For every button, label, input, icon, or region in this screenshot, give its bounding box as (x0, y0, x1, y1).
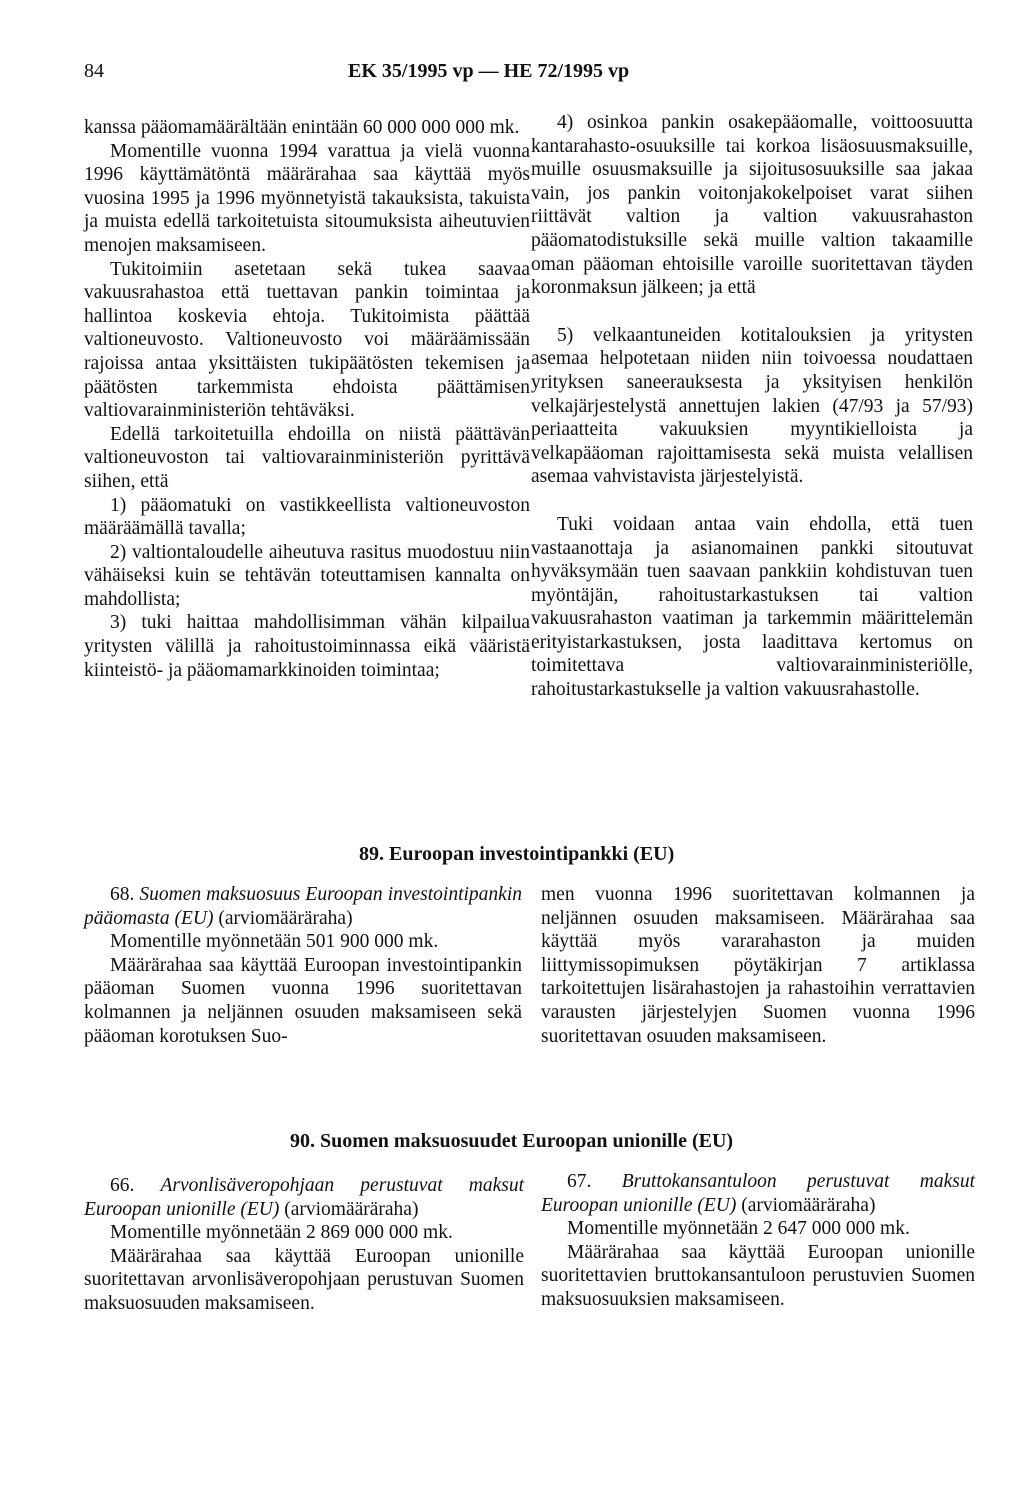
amount-line: Momentille myönnetään 2 647 000 000 mk. (567, 1218, 910, 1240)
section89-right-column (541, 883, 975, 1048)
paragraph: men vuonna 1996 suoritettavan kolmannen ja neljännen osuuden maksamiseen. Määrärahaa saa käyttää myös vararahaston ja muiden liittymissopimuksen pöytäkirjan 7 artiklassa tarkoitettujen lisärahastojen ja rahastoihin verrattavien varausten järjestelyjen Suomen vuonna 1996 suoritettavan osuuden maksamiseen. (541, 884, 975, 1047)
item-type: (arviomääräraha) (284, 1198, 419, 1220)
list-item: 2) valtiontaloudelle aiheutuva rasitus muodostuu niin vähäiseksi kuin se tehtävän toteuttamisen kannalta on mahdollista; (84, 541, 530, 610)
paragraph: Tuki voidaan antaa vain ehdolla, että tuen vastaanottaja ja asianomainen pankki sitoutuvat hyväksymään tuen saavaan pankkiin kohdistuvan tuen myöntäjän, rahoitustarkastuksen tai valtion vakuusrahaston vaatiman ja tarkemmin määrittelemän erityistarkastuksen, josta laadittava kertomus on toimitettava valtiovarainministeriölle, rahoitustarkastukselle ja valtion vakuusrahastolle. (531, 513, 973, 701)
section-heading-90: 90. Suomen maksuosuudet Euroopan unionille (EU) (290, 1130, 734, 1152)
list-item: 4) osinkoa pankin osakepääomalle, voittoosuutta kantarahasto-osuuksille tai korkoa lisäosuusmaksuille, muille osuusmaksuille ja sijoitusosuuksille saa jakaa vain, jos pankin voitonjakokelpoiset varat siihen riittävät valtion ja valtion vakuusrahaston pääomatodistuksille sekä muille valtion takaamille oman pääoman ehtoisille varoille suoritettavan täyden koronmaksun jälkeen; ja että (531, 112, 973, 299)
list-item: 5) velkaantuneiden kotitalouksien ja yritysten asemaa helpotetaan niiden niin toivoessa noudattaen yrityksen saneerauksesta ja yksityisen henkilön velkajärjestelystä annettujen lakien (47/93 ja 57/93) periaatteita vakuuksien myyntikielloista ja velkapääoman rajoittamisesta sekä muista velallisen asemaa vahvistavista järjestelyistä. (531, 324, 973, 488)
item-heading (84, 883, 522, 930)
amount-line: Momentille myönnetään 2 869 000 000 mk. (110, 1222, 453, 1244)
item-title: Arvonlisäveropohjaan perustuvat maksut Euroopan unionille (EU) (84, 1175, 524, 1220)
top-right-column (531, 111, 973, 702)
page-number: 84 (84, 60, 104, 82)
section-heading-89: 89. Euroopan investointipankki (EU) (359, 843, 675, 865)
paragraph: Edellä tarkoitetuilla ehdoilla on niistä päättävän valtioneuvoston tai valtiovarainministeriön pyrittävä siihen, että (84, 423, 530, 492)
list-item: 1) pääomatuki on vastikkeellista valtioneuvoston määräämällä tavalla; (84, 494, 530, 540)
section89-left-column (84, 883, 522, 1048)
running-title: EK 35/1995 vp — HE 72/1995 vp (348, 60, 630, 82)
item-title: Suomen maksuosuus Euroopan investointipankin pääomasta (EU) (84, 884, 523, 929)
paragraph: Momentille vuonna 1994 varattua ja vielä vuonna 1996 käyttämätöntä määrärahaa saa käyttää myös vuosina 1995 ja 1996 myönnetyistä takauksista, takuista ja muista edellä tarkoitetuista sitoumuksista aiheutuvien menojen maksamiseen. (84, 140, 530, 256)
item-heading (541, 1170, 975, 1217)
item-type: (arviomääräraha) (218, 907, 353, 929)
paragraph: kanssa pääomamäärältään enintään 60 000 000 000 mk. (84, 117, 520, 138)
list-item: 3) tuki haittaa mahdollisimman vähän kilpailua yritysten välillä ja rahoitustoiminnassa eikä vääristä kiinteistö- ja pääomamarkkinoiden toimintaa; (84, 612, 530, 681)
section90-left-column (84, 1174, 524, 1316)
paragraph: Tukitoimiin asetetaan sekä tukea saavaa vakuusrahastoa että tuettavan pankin toimintaa ja hallintoa koskevia ehtoja. Tukitoimista päättää valtioneuvosto. Valtioneuvosto voi määräämissään rajoissa antaa yksittäisten tukipäätösten tekemisen ja päätösten tarkemmista ehdoista päättämisen valtiovarainministeriön tehtäväksi. (84, 258, 530, 422)
amount-line: Momentille myönnetään 501 900 000 mk. (110, 931, 439, 953)
section90-right-column (541, 1170, 975, 1312)
item-number: 68. (110, 884, 135, 905)
top-left-column (84, 116, 530, 682)
item-type: (arviomääräraha) (741, 1194, 876, 1216)
paragraph: Määrärahaa saa käyttää Euroopan investointipankin pääoman Suomen vuonna 1996 suoritettavan kolmannen ja neljännen osuuden maksamiseen sekä pääoman korotuksen Suo- (84, 954, 522, 1047)
paragraph: Määrärahaa saa käyttää Euroopan unionille suoritettavien bruttokansantuloon perustuvien Suomen maksuosuuksien maksamiseen. (541, 1241, 975, 1310)
paragraph: Määrärahaa saa käyttää Euroopan unionille suoritettavan arvonlisäveropohjaan perustuvan Suomen maksuosuuden maksamiseen. (84, 1245, 524, 1314)
item-number: 66. (110, 1175, 135, 1196)
item-title: Bruttokansantuloon perustuvat maksut Euroopan unionille (EU) (541, 1171, 976, 1216)
item-heading (84, 1174, 524, 1221)
item-number: 67. (567, 1171, 592, 1192)
